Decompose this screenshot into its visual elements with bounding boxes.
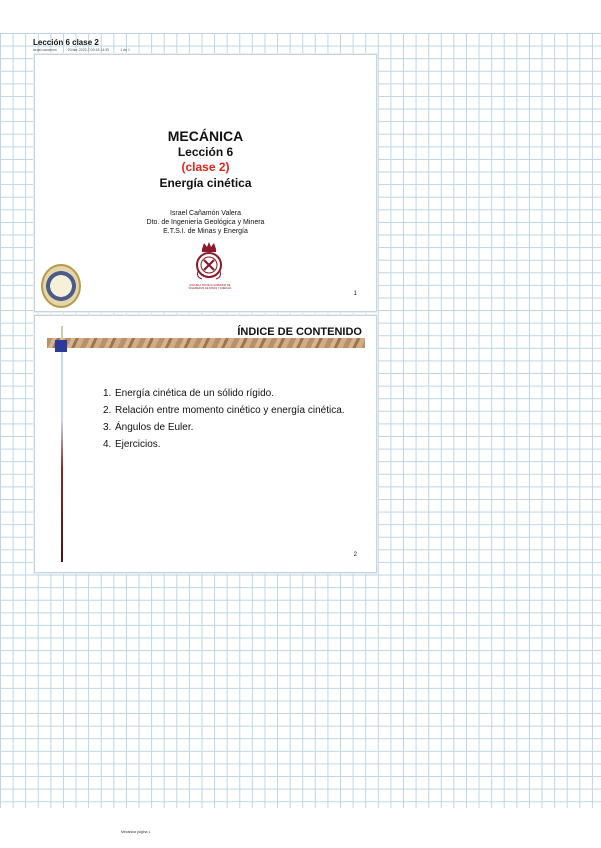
slide1-class: (clase 2) bbox=[181, 160, 230, 174]
list-item-text: Energía cinética de un sólido rígido. bbox=[115, 388, 274, 399]
list-item-number: 3. bbox=[103, 422, 112, 433]
blue-square-icon bbox=[55, 340, 67, 352]
page-title: Lección 6 clase 2 bbox=[33, 38, 99, 47]
decorative-vertical-line bbox=[61, 326, 63, 562]
school-crest-icon bbox=[192, 241, 226, 283]
slide-2[interactable] bbox=[34, 315, 377, 573]
slide-1[interactable] bbox=[34, 54, 377, 312]
university-seal-icon bbox=[41, 264, 81, 308]
slide2-title: ÍNDICE DE CONTENIDO bbox=[237, 326, 362, 338]
list-item bbox=[103, 388, 359, 400]
decorative-band bbox=[47, 338, 365, 348]
slide-number: 2 bbox=[353, 552, 357, 558]
slide1-department: Dto. de Ingeniería Geológica y Minera bbox=[146, 219, 265, 226]
meta-date: 20/abr-2023-7:09:18 14:35 bbox=[67, 48, 110, 52]
page-footer: Mecánica página 1 bbox=[121, 830, 151, 834]
list-item-number: 4. bbox=[103, 439, 112, 450]
list-item bbox=[103, 422, 359, 434]
slide1-lesson: Lección 6 bbox=[177, 145, 234, 159]
slide1-author: Israel Cañamón Valera bbox=[169, 210, 242, 217]
slide1-topic: Energía cinética bbox=[159, 176, 252, 190]
list-item-text: Relación entre momento cinético y energía cinética. bbox=[115, 405, 345, 416]
meta-author: israel.canamon bbox=[33, 48, 57, 52]
page-meta bbox=[33, 48, 140, 52]
slide-number: 1 bbox=[353, 291, 357, 297]
list-item-number: 2. bbox=[103, 405, 112, 416]
list-item-text: Ejercicios. bbox=[115, 439, 161, 450]
list-item-number: 1. bbox=[103, 388, 112, 399]
slide1-school: E.T.S.I. de Minas y Energía bbox=[163, 228, 248, 235]
list-item-text: Ángulos de Euler. bbox=[115, 422, 194, 433]
contents-list bbox=[103, 388, 359, 456]
crest-caption: ESCUELA TÉCNICA SUPERIOR DE INGENIEROS DE MINAS Y ENERGÍA bbox=[188, 284, 232, 290]
slide1-course-title: MECÁNICA bbox=[167, 128, 244, 144]
list-item bbox=[103, 405, 359, 417]
meta-pages: 1 de 1 bbox=[120, 48, 130, 52]
list-item bbox=[103, 439, 359, 451]
